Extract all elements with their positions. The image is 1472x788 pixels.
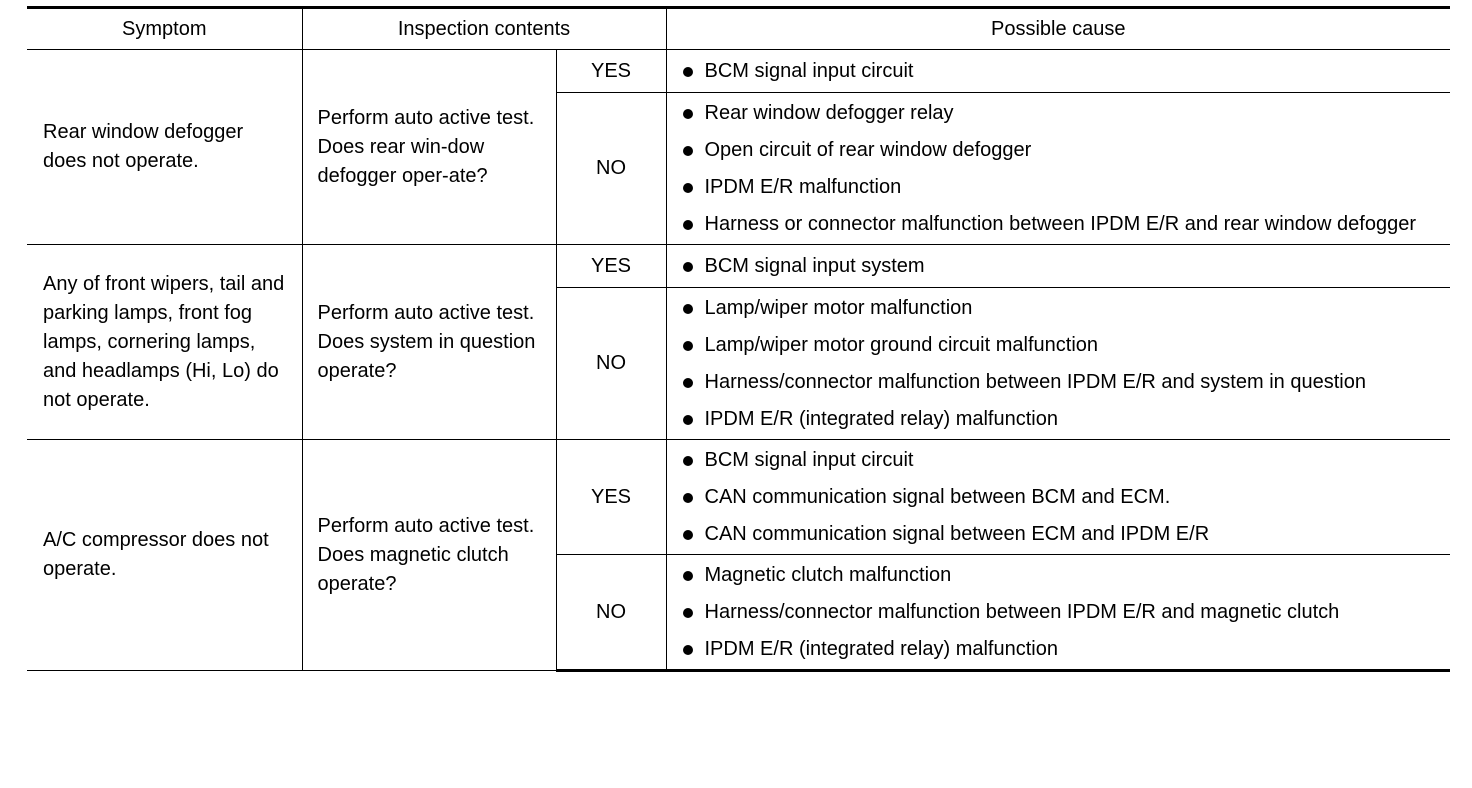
- answer-no: NO: [556, 555, 666, 671]
- header-symptom: Symptom: [27, 8, 302, 50]
- header-inspection: Inspection contents: [302, 8, 666, 50]
- symptom-cell: Rear window defogger does not operate.: [27, 50, 302, 245]
- answer-no: NO: [556, 93, 666, 245]
- cause-item: Rear window defogger relay: [681, 99, 1441, 128]
- cause-cell: [666, 555, 1450, 671]
- cause-item: Harness or connector malfunction between IPDM E/R and rear window defogger: [681, 210, 1441, 239]
- header-row: [27, 8, 1450, 50]
- header-cause: Possible cause: [666, 8, 1450, 50]
- inspection-cell: Perform auto active test. Does magnetic clutch operate?: [302, 440, 556, 671]
- table-row: [27, 245, 1450, 288]
- table-row: [27, 50, 1450, 93]
- cause-item: BCM signal input system: [681, 252, 1441, 281]
- cause-cell: [666, 440, 1450, 555]
- cause-item: Lamp/wiper motor malfunction: [681, 294, 1441, 323]
- cause-item: BCM signal input circuit: [681, 446, 1441, 475]
- cause-item: IPDM E/R malfunction: [681, 173, 1441, 202]
- cause-item: Harness/connector malfunction between IPDM E/R and magnetic clutch: [681, 598, 1441, 627]
- cause-item: Lamp/wiper motor ground circuit malfunction: [681, 331, 1441, 360]
- cause-item: IPDM E/R (integrated relay) malfunction: [681, 405, 1441, 434]
- answer-yes: YES: [556, 245, 666, 288]
- cause-cell: [666, 245, 1450, 288]
- answer-yes: YES: [556, 440, 666, 555]
- cause-item: CAN communication signal between BCM and ECM.: [681, 483, 1441, 512]
- cause-cell: [666, 288, 1450, 440]
- cause-item: BCM signal input circuit: [681, 57, 1441, 86]
- cause-item: Harness/connector malfunction between IPDM E/R and system in question: [681, 368, 1441, 397]
- cause-item: CAN communication signal between ECM and IPDM E/R: [681, 520, 1441, 549]
- diagnosis-table: [27, 6, 1450, 672]
- answer-no: NO: [556, 288, 666, 440]
- table-row: [27, 440, 1450, 555]
- inspection-cell: Perform auto active test. Does rear win-dow defogger oper-ate?: [302, 50, 556, 245]
- cause-cell: [666, 50, 1450, 93]
- answer-yes: YES: [556, 50, 666, 93]
- cause-item: Open circuit of rear window defogger: [681, 136, 1441, 165]
- cause-cell: [666, 93, 1450, 245]
- cause-item: IPDM E/R (integrated relay) malfunction: [681, 635, 1441, 664]
- cause-item: Magnetic clutch malfunction: [681, 561, 1441, 590]
- symptom-cell: A/C compressor does not operate.: [27, 440, 302, 671]
- symptom-cell: Any of front wipers, tail and parking lamps, front fog lamps, cornering lamps, and headlamps (Hi, Lo) do not operate.: [27, 245, 302, 440]
- inspection-cell: Perform auto active test. Does system in question operate?: [302, 245, 556, 440]
